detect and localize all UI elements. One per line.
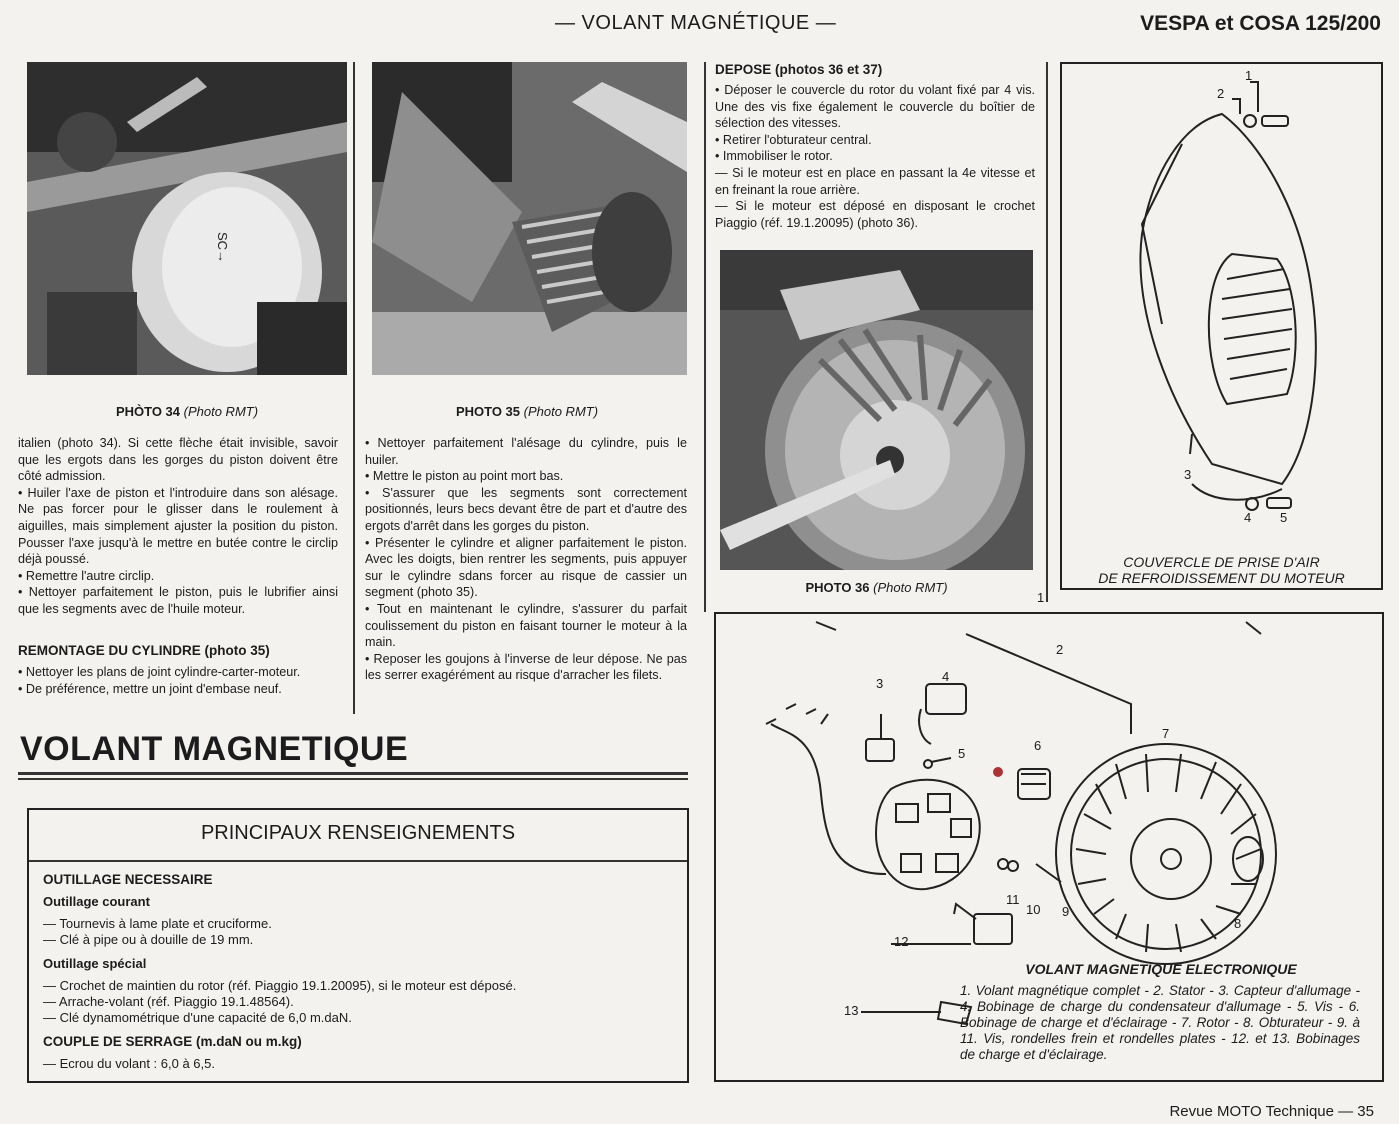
col2-paragraph-6: • Reposer les goujons à l'inverse de leur dépose. Ne pas les serrer exagérément au risque d'arracher les filets. <box>365 651 687 683</box>
couple-item-1: — Ecrou du volant : 6,0 à 6,5. <box>43 1056 215 1071</box>
cover-caption <box>1062 554 1381 586</box>
outillage-courant-heading: Outillage courant <box>43 894 150 909</box>
principaux-renseignements-box <box>27 808 689 1083</box>
info-box-title: PRINCIPAUX RENSEIGNEMENTS <box>200 822 516 844</box>
main-title: VOLANT MAGNETIQUE <box>20 730 409 768</box>
couple-heading: COUPLE DE SERRAGE (m.daN ou m.kg) <box>43 1034 302 1049</box>
photo-35-label: PHOTO 35 <box>455 404 521 419</box>
col1-paragraph-1: italien (photo 34). Si cette flèche était invisible, savoir que les ergots dans les gorges du piston doivent être côté admission. <box>18 436 338 484</box>
photo-35-credit: (Photo RMT) <box>523 404 599 419</box>
photo-36-label: PHOTO 36 <box>805 580 870 595</box>
cover-label-5: 5 <box>1280 510 1288 525</box>
cover-caption-line-2: DE REFROIDISSEMENT DU MOTEUR <box>1098 570 1345 586</box>
col2-paragraph-5: • Tout en maintenant le cylindre, s'assurer du parfait coulissement du piston en faisant tourner le moteur à la main. <box>365 601 687 650</box>
flywheel-label-4: 4 <box>942 669 950 684</box>
depose-title: DEPOSE (photos 36 et 37) <box>715 62 883 77</box>
col3-paragraph-4: — Si le moteur est en place en passant la 4e vitesse et en freinant la roue arrière. <box>715 165 1035 197</box>
cover-label-4: 4 <box>1244 510 1252 525</box>
courant-item-1: — Tournevis à lame plate et cruciforme. <box>43 916 272 931</box>
flywheel-label-6: 6 <box>1034 738 1042 753</box>
col1-paragraph-6: • De préférence, mettre un joint d'embase neuf. <box>18 681 282 696</box>
col1-paragraph-4: • Nettoyer parfaitement le piston, puis le lubrifier ainsi que les segments avec de l'huile moteur. <box>18 585 338 616</box>
flywheel-figure-box <box>714 590 1384 1082</box>
photo-36-caption <box>720 580 1033 595</box>
cover-label-3: 3 <box>1184 467 1192 482</box>
flywheel-label-10: 10 <box>1026 902 1041 917</box>
col2-paragraph-4: • Présenter le cylindre et aligner parfaitement le piston. Avec les doigts, bien rentrer les segments, puis appuyer sur le cylindre sdans forcer au risque de cassier un segment (photo 35). <box>365 535 687 600</box>
courant-item-2: — Clé à pipe ou à douille de 19 mm. <box>43 932 254 947</box>
page-footer: Revue MOTO Technique — 35 <box>1169 1103 1374 1120</box>
photo-36-credit: (Photo RMT) <box>873 580 948 595</box>
cover-drawing <box>1062 64 1381 588</box>
col1-paragraph-5: • Nettoyer les plans de joint cylindre-carter-moteur. <box>18 665 301 679</box>
flywheel-label-12: 12 <box>894 934 909 949</box>
remontage-cylindre-title: REMONTAGE DU CYLINDRE (photo 35) <box>18 643 270 658</box>
cover-caption-line-1: COUVERCLE DE PRISE D'AIR <box>1123 554 1320 570</box>
photo-34-caption <box>27 404 347 419</box>
col3-paragraph-3: • Immobiliser le rotor. <box>715 149 833 164</box>
col2-paragraph-3: • S'assurer que les segments sont correctement positionnés, leurs becs devant être de part et d'autre des ergots d'arrêt dans les gorges du piston. <box>365 485 687 533</box>
title-underline-1 <box>18 772 688 775</box>
cover-figure-box <box>1060 62 1383 590</box>
flywheel-label-8: 8 <box>1234 916 1242 931</box>
flywheel-label-13: 13 <box>844 1003 859 1018</box>
col3-paragraph-2: • Retirer l'obturateur central. <box>715 132 872 147</box>
col1-paragraph-2: • Huiler l'axe de piston et l'introduire dans son alésage. Ne pas forcer pour le glisser dans le roulement à aiguilles, mais simplement ajuster la position du piston. Pousser l'axe jusqu'à le mettre en butée contre le circlip déjà poussé. <box>18 485 338 567</box>
flywheel-label-2: 2 <box>1056 642 1064 657</box>
cover-label-2: 2 <box>1217 86 1225 101</box>
flywheel-label-1: 1 <box>1037 590 1045 605</box>
photo-34-credit: (Photo RMT) <box>183 404 259 419</box>
column-3-text <box>715 82 1035 231</box>
flywheel-label-7: 7 <box>1162 726 1170 741</box>
running-header-section: — VOLANT MAGNÉTIQUE — <box>555 12 837 34</box>
flywheel-legend: 1. Volant magnétique complet - 2. Stator - 3. Capteur d'allumage - 4. Bobinage de charge du condensateur d'allumage - 5. Vis - 6. Bobinage de charge et d'éclairage - 7. Rotor - 8. Obturateur - 9. à 11. Vis, rondelles frein et rondelles plates - 12. et 13. Bobinages de charge et d'éclairage. <box>960 983 1360 1062</box>
special-item-1: — Crochet de maintien du rotor (réf. Piaggio 19.1.20095), si le moteur est déposé. <box>43 978 517 993</box>
outillage-special-heading: Outillage spécial <box>43 956 147 971</box>
column-rule-3 <box>1046 62 1048 602</box>
column-rule-1 <box>353 62 355 714</box>
photo-34-piston <box>27 62 347 375</box>
col3-paragraph-1: • Déposer le couvercle du rotor du volant fixé par 4 vis. Une des vis fixe également le couvercle du boîtier de sélection des vitesses. <box>715 83 1035 131</box>
outillage-heading: OUTILLAGE NECESSAIRE <box>43 872 213 887</box>
column-1-text <box>18 435 338 618</box>
photo-35-caption <box>362 404 692 419</box>
column-2-text <box>365 435 687 684</box>
flywheel-label-3: 3 <box>876 676 884 691</box>
photo-36-rotor <box>720 250 1033 570</box>
col2-paragraph-1: • Nettoyer parfaitement l'alésage du cylindre, puis le huiler. <box>365 436 687 467</box>
col3-paragraph-5: — Si le moteur est déposé en disposant le crochet Piaggio (réf. 19.1.20095) (photo 36). <box>715 199 1035 230</box>
flywheel-figure-title: VOLANT MAGNETIQUE ELECTRONIQUE <box>1025 961 1297 977</box>
column-rule-2 <box>704 62 706 612</box>
title-underline-2 <box>18 778 688 780</box>
running-header-model: VESPA et COSA 125/200 <box>1140 12 1381 35</box>
info-box-content <box>43 872 673 1072</box>
flywheel-label-5: 5 <box>958 746 966 761</box>
special-item-2: — Arrache-volant (réf. Piaggio 19.1.48564). <box>43 994 294 1009</box>
cover-label-1: 1 <box>1245 68 1253 83</box>
photo-35-cylinder <box>372 62 687 375</box>
flywheel-label-9: 9 <box>1062 904 1070 919</box>
special-item-3: — Clé dynamométrique d'une capacité de 6,0 m.daN. <box>43 1010 352 1025</box>
piston-marking: SC→ <box>215 231 231 264</box>
col1-paragraph-3: • Remettre l'autre circlip. <box>18 568 155 583</box>
flywheel-label-11: 11 <box>1006 892 1020 907</box>
info-box-divider <box>29 860 687 862</box>
photo-34-label: PHÒTO 34 <box>115 404 181 419</box>
col2-paragraph-2: • Mettre le piston au point mort bas. <box>365 469 564 484</box>
column-1-text-lower <box>18 664 338 697</box>
